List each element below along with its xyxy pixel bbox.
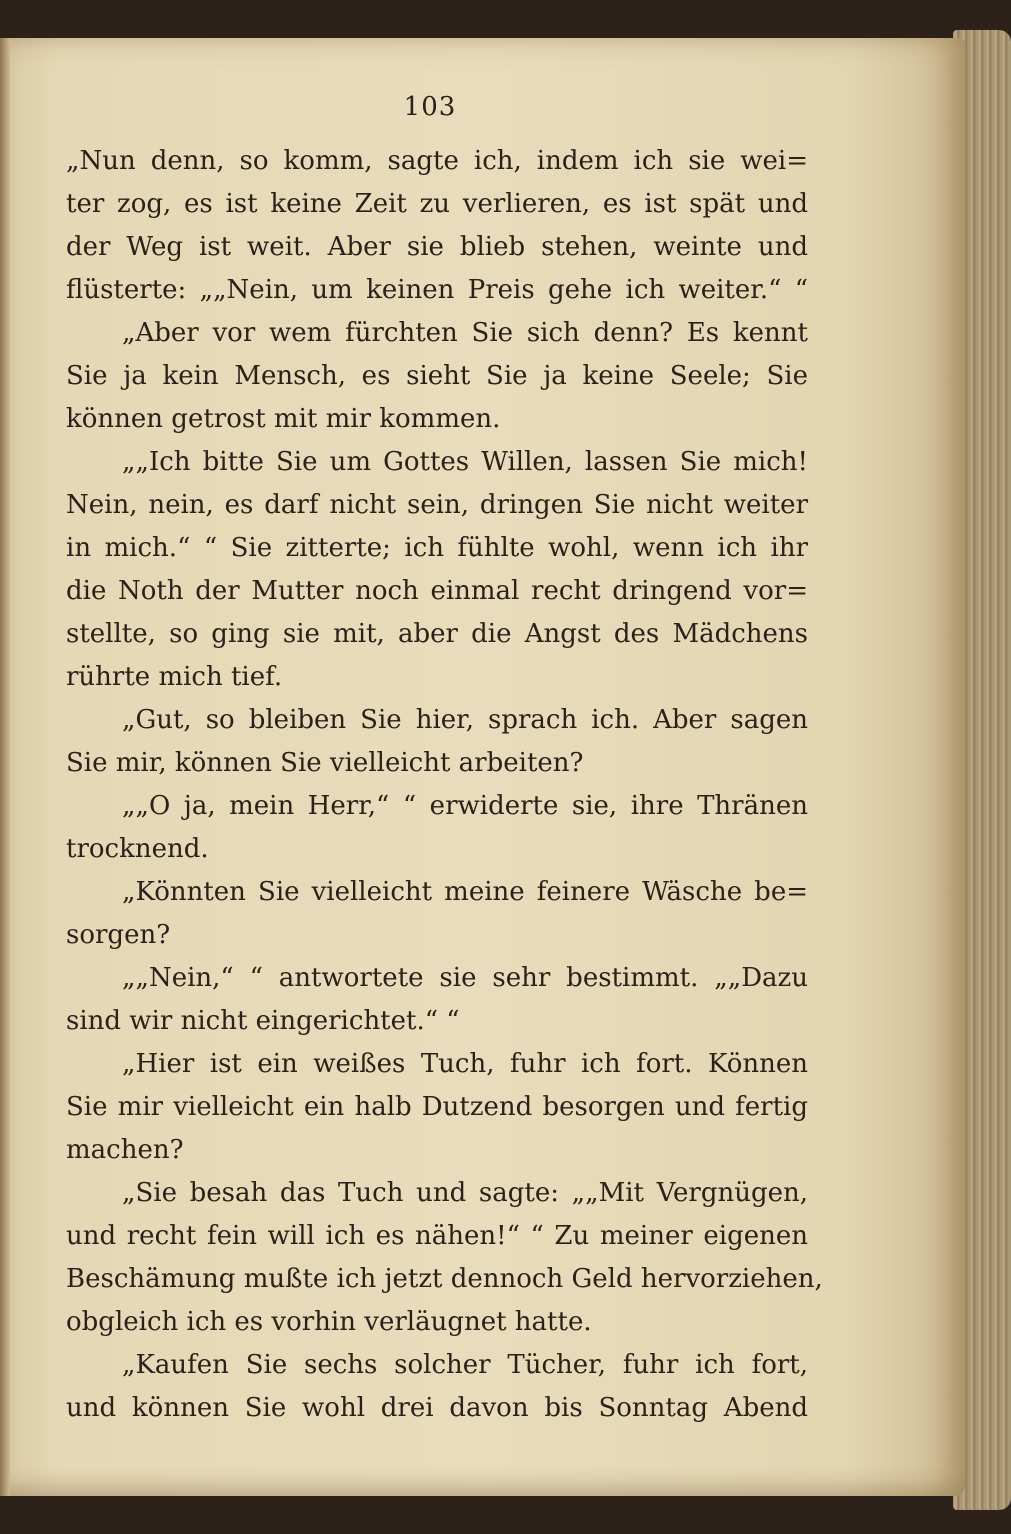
text-line: Nein, nein, es darf nicht sein, dringen Sie nicht weiter — [66, 490, 808, 520]
text-line: rührte mich tief. — [66, 662, 283, 692]
text-line: trocknend. — [66, 834, 209, 864]
text-line: „Hier ist ein weißes Tuch, fuhr ich fort. Können — [122, 1049, 808, 1079]
text-line: „„Nein,“ “ antwortete sie sehr bestimmt. „„Dazu — [122, 963, 808, 993]
text-line: der Weg ist weit. Aber sie blieb stehen, weinte und — [66, 232, 808, 262]
text-line: die Noth der Mutter noch einmal recht dringend vor= — [66, 576, 808, 606]
text-line: und können Sie wohl drei davon bis Sonntag Abend — [66, 1393, 808, 1423]
text-line: flüsterte: „„Nein, um keinen Preis gehe ich weiter.“ “ — [66, 275, 808, 305]
page-number: 103 — [403, 92, 457, 122]
text-line: Sie ja kein Mensch, es sieht Sie ja keine Seele; Sie — [66, 361, 808, 391]
page-gutter — [0, 38, 10, 1496]
body-text — [66, 140, 823, 1430]
text-line: „„O ja, mein Herr,“ “ erwiderte sie, ihre Thränen — [122, 791, 808, 821]
text-line: machen? — [66, 1135, 184, 1165]
text-line: können getrost mit mir kommen. — [66, 404, 501, 434]
text-line: Sie mir, können Sie vielleicht arbeiten? — [66, 748, 584, 778]
text-line: sind wir nicht eingerichtet.“ “ — [66, 1006, 460, 1036]
text-line: stellte, so ging sie mit, aber die Angst des Mädchens — [66, 619, 808, 649]
text-line: Sie mir vielleicht ein halb Dutzend besorgen und fertig — [66, 1092, 808, 1122]
text-line: sorgen? — [66, 920, 171, 950]
text-line: obgleich ich es vorhin verläugnet hatte. — [66, 1307, 592, 1337]
text-line: ter zog, es ist keine Zeit zu verlieren, es ist spät und — [66, 189, 808, 219]
text-line: „„Ich bitte Sie um Gottes Willen, lassen Sie mich! — [122, 447, 808, 477]
text-line: „Gut, so bleiben Sie hier, sprach ich. Aber sagen — [122, 705, 808, 735]
text-line: Beschämung mußte ich jetzt dennoch Geld hervorziehen, — [66, 1264, 823, 1294]
text-line: „Kaufen Sie sechs solcher Tücher, fuhr ich fort, — [122, 1350, 808, 1380]
text-line: „Könnten Sie vielleicht meine feinere Wäsche be= — [122, 877, 808, 907]
text-line: „Nun denn, so komm, sagte ich, indem ich sie wei= — [66, 146, 808, 176]
text-line: „Aber vor wem fürchten Sie sich denn? Es kennt — [122, 318, 808, 348]
text-line: „Sie besah das Tuch und sagte: „„Mit Vergnügen, — [122, 1178, 808, 1208]
text-line: und recht fein will ich es nähen!“ “ Zu meiner eigenen — [66, 1221, 808, 1251]
text-line: in mich.“ “ Sie zitterte; ich fühlte wohl, wenn ich ihr — [66, 533, 808, 563]
